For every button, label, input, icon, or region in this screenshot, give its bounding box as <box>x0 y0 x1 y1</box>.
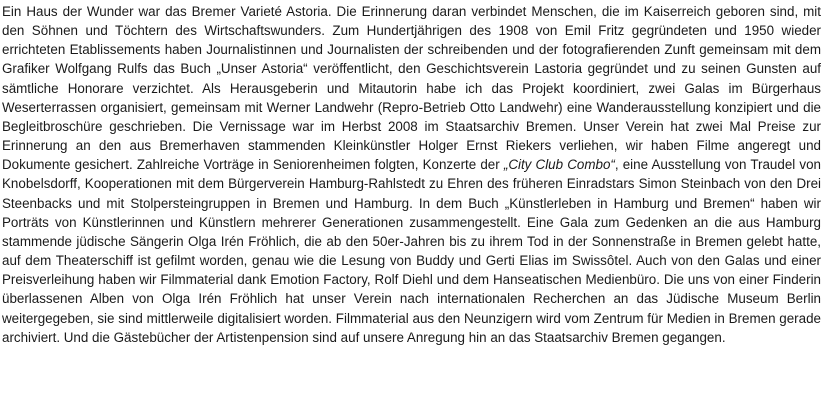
band-name-emphasis: „City Club Combo“ <box>503 157 615 173</box>
paragraph-text-part-1: Ein Haus der Wunder war das Bremer Varieté Astoria. Die Erinnerung daran verbindet Menschen, die im Kaiserreich geboren sind, mit den Söhnen und Töchtern des Wirtschaftswunders. Zum Hundertjährigen des 1908 von Emil Fritz gegründeten und 1950 wieder errichteten Etablissements haben Journalistinnen und Journalisten der schreibenden und der fotografierenden Zunft gemeinsam mit dem Grafiker Wolfgang Rulfs das Buch „Unser Astoria“ veröffentlicht, den Geschichtsverein Lastoria gegründet und zu seinen Gunsten auf sämtliche Honorare verzichtet. Als Herausgeberin und Mitautorin habe ich das Projekt koordiniert, zwei Galas im Bürgerhaus Weserterrassen organisiert, gemeinsam mit Werner Landwehr (Repro-Betrieb Otto Landwehr) eine Wanderausstellung konzipiert und die Begleitbroschüre geschrieben. Die Vernissage war im Herbst 2008 im Staatsarchiv Bremen. Unser Verein hat zwei Mal Preise zur Erinnerung an den aus Bremerhaven stammenden Kleinkünstler Holger Ernst Riekers verliehen, wir haben Filme angeregt und Dokumente gesichert. Zahlreiche Vorträge in Seniorenheimen folgten, Konzerte der <box>2 4 821 173</box>
body-paragraph <box>2 2 821 347</box>
paragraph-text-part-2: , eine Ausstellung von Traudel von Knobelsdorff, Kooperationen mit dem Bürgerverein Hamburg-Rahlstedt zu Ehren des früheren Einradstars Simon Steinbach von den Drei Steenbacks und mit Stolpersteingruppen in Bremen und Hamburg. In dem Buch „Künstlerleben in Hamburg und Bremen“ haben wir Porträts von Künstlerinnen und Künstlern mehrerer Generationen zusammengestellt. Eine Gala zum Gedenken an die aus Hamburg stammende jüdische Sängerin Olga Irén Fröhlich, die ab den 50er-Jahren bis zu ihrem Tod in der Sonnenstraße in Bremen gelebt hatte, auf dem Theaterschiff ist gefilmt worden, genau wie die Lesung von Buddy und Gerti Elias im Swissôtel. Auch von den Galas und einer Preisverleihung haben wir Filmmaterial dank Emotion Factory, Rolf Diehl und dem Hanseatischen Medienbüro. Die uns von einer Finderin überlassenen Alben von Olga Irén Fröhlich hat unser Verein nach internationalen Recherchen an das Jüdische Museum Berlin weitergegeben, sie sind mittlerweile digitalisiert worden. Filmmaterial aus den Neunzigern wird vom Zentrum für Medien in Bremen gerade archiviert. Und die Gästebücher der Artistenpension sind auf unsere Anregung hin an das Staatsarchiv Bremen gegangen. <box>2 157 821 345</box>
